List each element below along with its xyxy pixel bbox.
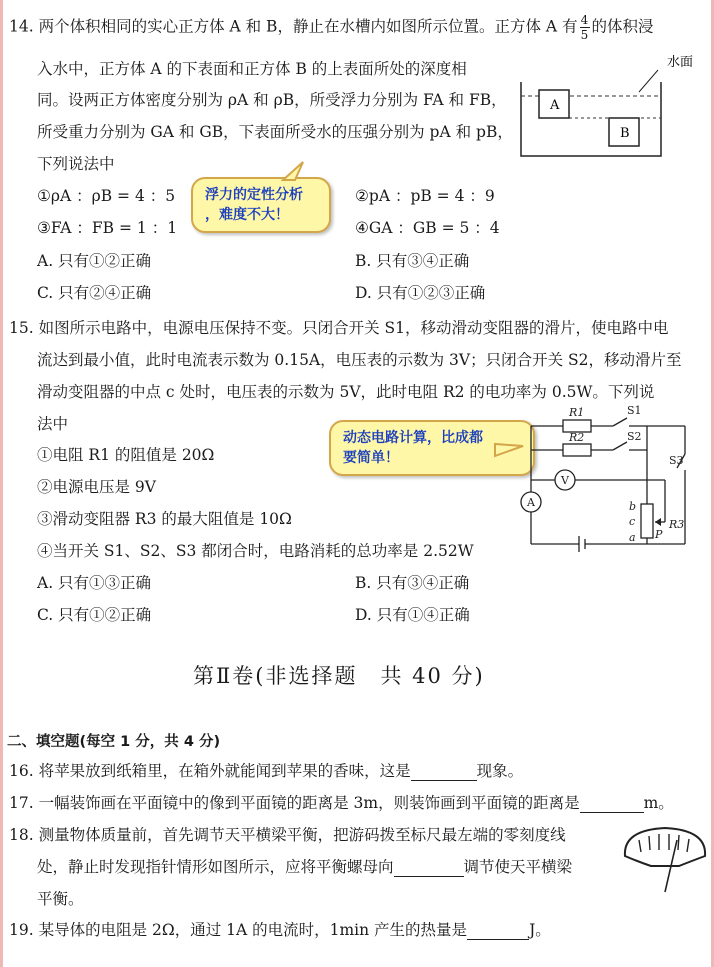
- q17-tail: m。: [643, 794, 674, 812]
- q16-tail: 现象。: [476, 762, 524, 780]
- q16: [9, 761, 523, 781]
- circuit-diagram: [515, 398, 705, 558]
- label-a: a: [629, 531, 636, 544]
- q19-text: 19. 某导体的电阻是 2Ω，通过 1A 的电流时，1min 产生的热量是: [9, 921, 468, 939]
- q19: [9, 920, 551, 940]
- q14-choice-c: C. 只有②④正确: [37, 284, 152, 302]
- q18-blank: [394, 860, 464, 877]
- q19-blank: [467, 923, 529, 940]
- label-voltmeter: V: [561, 474, 569, 487]
- q14-line4: 所受重力分别为 GA 和 GB，下表面所受水的压强分别为 pA 和 pB，: [37, 123, 513, 141]
- q15-line3: 滑动变阻器的中点 c 处时，电压表的示数为 5V，此时电阻 R2 的电功率为 0.5W。下列说: [37, 383, 655, 401]
- frac-numerator: 4: [580, 13, 589, 27]
- label-s1: S1: [627, 404, 642, 417]
- q15-statement-3: ③滑动变阻器 R3 的最大阻值是 10Ω: [37, 510, 292, 528]
- q14-line5: 下列说法中: [37, 155, 115, 173]
- q16-text: 16. 将苹果放到纸箱里，在箱外就能闻到苹果的香味，这是: [9, 762, 411, 780]
- q14-line2: 入水中，正方体 A 的下表面和正方体 B 的上表面所处的深度相: [37, 60, 467, 78]
- q15-choice-c: C. 只有①②正确: [37, 606, 152, 624]
- q15-line2: 流达到最小值，此时电流表示数为 0.15A，电压表的示数为 3V；只闭合开关 S2，移动滑片至: [37, 351, 682, 369]
- q14-choice-a: A. 只有①②正确: [37, 252, 152, 270]
- label-b: b: [629, 500, 637, 513]
- q14-bubble-line2: ，难度不大！: [205, 207, 289, 223]
- q18-line3: 平衡。: [37, 890, 84, 908]
- fraction: [580, 14, 590, 41]
- q14-bubble-line1: 浮力的定性分析: [205, 187, 303, 203]
- cube-a-label: A: [550, 98, 560, 113]
- water-tank-figure: [515, 52, 705, 162]
- q14-line1: [9, 14, 654, 41]
- q14-choice-b: B. 只有③④正确: [355, 252, 470, 270]
- cube-b-label: B: [620, 126, 630, 141]
- q15-statement-1: ①电阻 R1 的阻值是 20Ω: [37, 446, 215, 464]
- q19-tail: J。: [529, 921, 551, 939]
- label-r3: R3: [669, 518, 685, 531]
- q14-option-3: ③FA ：FB = 1 ：1: [37, 219, 178, 237]
- label-r1: R1: [569, 406, 585, 419]
- q18-text: 处，静止时发现指针情形如图所示，应将平衡螺母向: [37, 858, 394, 876]
- balance-pointer-figure: [619, 822, 711, 896]
- q17: [9, 793, 674, 813]
- q15-statement-4: ④当开关 S1、S2、S3 都闭合时，电路消耗的总功率是 2.52W: [37, 542, 474, 560]
- q15-line4: 法中: [37, 415, 69, 433]
- frac-denominator: 5: [580, 28, 589, 42]
- q15-statement-2: ②电源电压是 9V: [37, 478, 156, 496]
- q15-bubble-line1: 动态电路计算，比成都: [343, 430, 483, 446]
- section-heading: 二、填空题(每空 1 分，共 4 分): [7, 734, 221, 750]
- q14-comment-bubble: [191, 177, 331, 233]
- part2-title: 第Ⅱ卷(非选择题 共 40 分): [193, 664, 485, 688]
- q15-choice-a: A. 只有①③正确: [37, 574, 152, 592]
- q16-blank: [411, 764, 477, 781]
- label-p: P: [655, 528, 663, 541]
- q14-line3: 同。设两正方体密度分别为 ρA 和 ρB，所受浮力分别为 FA 和 FB，: [37, 91, 507, 109]
- water-surface-label: 水面: [667, 55, 694, 70]
- label-s3: S3: [669, 454, 684, 467]
- q14-line1-tail: 的体积浸: [591, 17, 654, 36]
- q15-bubble-line2: 要简单！: [343, 450, 399, 466]
- q14-choice-d: D. 只有①②③正确: [355, 284, 486, 302]
- q17-blank: [580, 796, 644, 813]
- label-s2: S2: [627, 430, 642, 443]
- q15-line1: 15. 如图所示电路中，电源电压保持不变。只闭合开关 S1，移动滑动变阻器的滑片，使电路中电: [9, 319, 669, 337]
- q15-choice-d: D. 只有①④正确: [355, 606, 470, 624]
- q17-text: 17. 一幅装饰画在平面镜中的像到平面镜的距离是 3m，则装饰画到平面镜的距离是: [9, 794, 580, 812]
- q18-tail: 调节使天平横梁: [463, 858, 573, 876]
- q14-option-4: ④GA ：GB = 5 ：4: [355, 219, 500, 237]
- q14-line1-text: 14. 两个体积相同的实心正方体 A 和 B，静止在水槽内如图所示位置。正方体 A 有: [9, 17, 578, 36]
- q15-choice-b: B. 只有③④正确: [355, 574, 470, 592]
- q14-option-1: ①ρA ：ρB = 4 ：5: [37, 187, 176, 205]
- label-c: c: [629, 515, 636, 528]
- q14-bubble-tail: [281, 160, 311, 182]
- label-r2: R2: [569, 431, 585, 444]
- q18-line2: [37, 857, 572, 877]
- q18-line1: 18. 测量物体质量前，首先调节天平横梁平衡，把游码拨至标尺最左端的零刻度线: [9, 826, 566, 844]
- q14-option-2: ②pA ：pB = 4 ：9: [355, 187, 495, 205]
- label-ammeter: A: [527, 496, 535, 509]
